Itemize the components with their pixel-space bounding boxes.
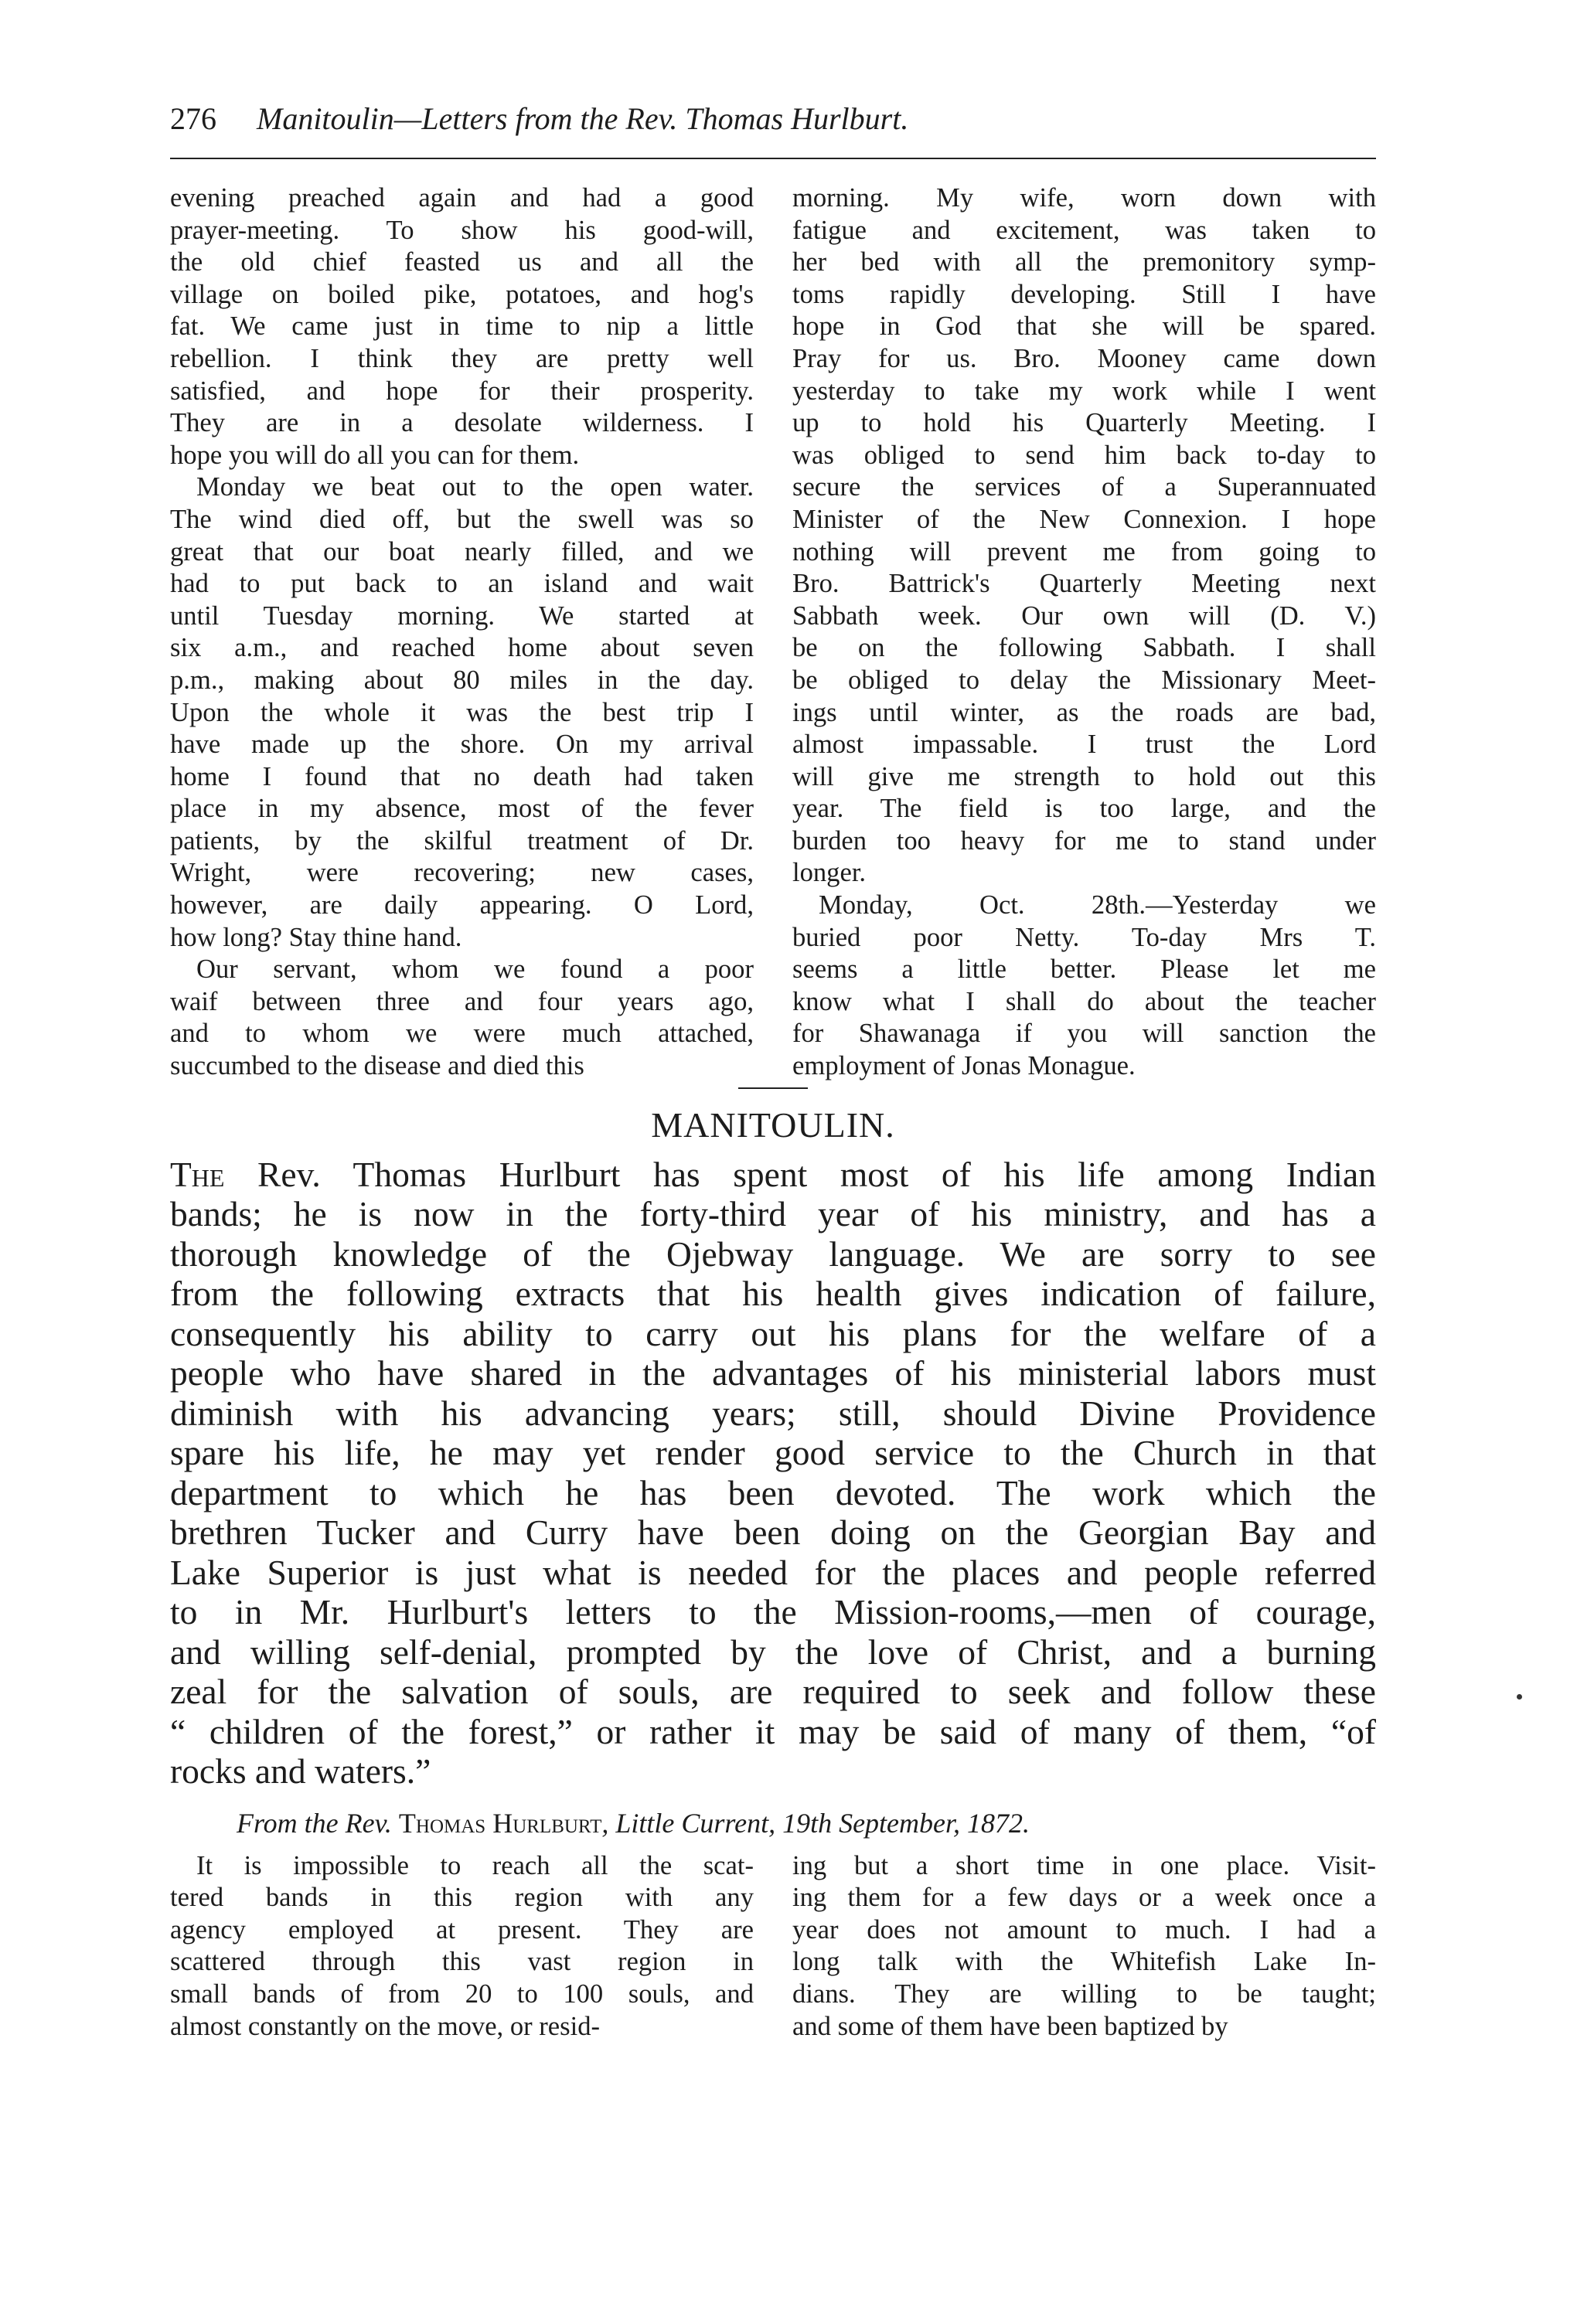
lead-line: brethren Tucker and Curry have been doing on the Georgian Bay and [170,1512,1376,1553]
lead-line: spare his life, he may yet render good service to the Church in that [170,1433,1376,1473]
lead-paragraph [170,1155,1376,1791]
lead-line: bands; he is now in the forty-third year of his ministry, and has a [170,1194,1376,1234]
text-line: year does not amount to much. I had a [792,1914,1376,1945]
lead-line: diminish with his advancing years; still, should Divine Providence [170,1393,1376,1433]
text-line: fatigue and excitement, was taken to [792,215,1376,245]
lead-line: department to which he has been devoted. The work which the [170,1472,1376,1512]
text-line: ings until winter, as the roads are bad, [792,697,1376,727]
text-line: morning. My wife, worn down with [792,183,1376,213]
text-line: six a.m., and reached home about seven [170,633,754,663]
text-line: prayer-meeting. To show his good-will, [170,215,754,245]
bottom-right-column [792,1850,1376,2043]
text-line: be obliged to delay the Missionary Meet- [792,665,1376,695]
text-line: The wind died off, but the swell was so [170,504,754,534]
text-line: secure the services of a Superannuated [792,472,1376,502]
running-head: Manitoulin—Letters from the Rev. Thomas Hurlburt. [257,101,909,136]
text-line: Our servant, whom we found a poor [196,954,754,985]
lead-line [170,1155,1376,1195]
text-line: hope in God that she will be spared. [792,311,1376,342]
lead-line: from the following extracts that his health gives indication of failure, [170,1274,1376,1314]
lead-line: and willing self-denial, prompted by the love of Christ, and a burning [170,1632,1376,1672]
text-line: Wright, were recovering; new cases, [170,858,754,888]
text-line: village on boiled pike, potatoes, and hog's [170,279,754,309]
lead-line: people who have shared in the advantages of his ministerial labors must [170,1353,1376,1393]
bottom-left-column [170,1850,754,2043]
page [170,100,1376,2043]
text-line: employment of Jonas Monague. [792,1051,1136,1081]
lead-line: to in Mr. Hurlburt's letters to the Mission-rooms,—men of courage, [170,1592,1376,1632]
page-number: 276 [170,101,216,136]
top-columns [170,182,1376,1083]
text-line: her bed with all the premonitory symp- [792,247,1376,277]
text-line: It is impossible to reach all the scat- [196,1850,754,1880]
text-line: waif between three and four years ago, [170,986,754,1016]
text-line: p.m., making about 80 miles in the day. [170,665,754,695]
text-line: and to whom we were much attached, [170,1019,754,1049]
text-line: nothing will prevent me from going to [792,536,1376,567]
dateline-prefix: From the Rev. [237,1807,399,1839]
text-line: scattered through this vast region in [170,1947,754,1977]
dateline-name: Thomas Hurlburt [398,1807,602,1839]
text-line: toms rapidly developing. Still I have [792,279,1376,309]
dateline-suffix: , Little Current, 19th September, 1872. [601,1807,1030,1839]
text-line: succumbed to the disease and died this [170,1051,584,1081]
text-line: yesterday to take my work while I went [792,376,1376,406]
lead-line: “ children of the forest,” or rather it may be said of many of them, “of [170,1711,1376,1751]
text-line: Upon the whole it was the best trip I [170,697,754,727]
letter-dateline [170,1807,1376,1839]
text-line: had to put back to an island and wait [170,569,754,599]
text-line: be on the following Sabbath. I shall [792,633,1376,663]
text-line: burden too heavy for me to stand under [792,825,1376,856]
bottom-columns [170,1850,1376,2043]
text-line: Monday we beat out to the open water. [196,472,754,502]
text-line: almost constantly on the move, or resid- [170,2011,601,2041]
lead-line: Lake Superior is just what is needed for the places and people referred [170,1552,1376,1592]
text-line: small bands of from 20 to 100 souls, and [170,1979,754,2009]
text-line: know what I shall do about the teacher [792,986,1376,1016]
text-line: the old chief feasted us and all the [170,247,754,277]
text-line: tered bands in this region with any [170,1883,754,1913]
text-line: Pray for us. Bro. Mooney came down [792,343,1376,373]
text-line: ing but a short time in one place. Visit- [792,1850,1376,1880]
text-line: dians. They are willing to be taught; [792,1979,1376,2009]
text-line: until Tuesday morning. We started at [170,601,754,631]
text-line: patients, by the skilful treatment of Dr. [170,825,754,856]
text-line: longer. [792,858,867,888]
lead-first-line-text: Rev. Thomas Hurlburt has spent most of his life among Indian [224,1154,1376,1194]
text-line: satisfied, and hope for their prosperity. [170,376,754,406]
section-title: MANITOULIN. [651,1104,895,1145]
section-divider [738,1087,808,1089]
text-line: have made up the shore. On my arrival [170,730,754,760]
text-line: however, are daily appearing. O Lord, [170,890,754,920]
lead-line: rocks and waters.” [170,1751,431,1791]
text-line: and some of them have been baptized by [792,2011,1228,2041]
text-line: hope you will do all you can for them. [170,440,580,470]
text-line: for Shawanaga if you will sanction the [792,1019,1376,1049]
text-line: ing them for a few days or a week once a [792,1883,1376,1913]
lead-first-word: The [170,1154,225,1194]
lead-line: consequently his ability to carry out his plans for the welfare of a [170,1313,1376,1353]
top-left-column [170,182,754,1083]
text-line: long talk with the Whitefish Lake In- [792,1947,1376,1977]
text-line: Bro. Battrick's Quarterly Meeting next [792,569,1376,599]
text-line: evening preached again and had a good [170,183,754,213]
page-header [170,100,1376,155]
text-line: buried poor Netty. To-day Mrs T. [792,922,1376,952]
header-rule [170,158,1376,159]
text-line: year. The field is too large, and the [792,794,1376,824]
text-line: seems a little better. Please let me [792,954,1376,985]
text-line: home I found that no death had taken [170,761,754,791]
top-right-column [792,182,1376,1083]
text-line: up to hold his Quarterly Meeting. I [792,408,1376,438]
text-line: great that our boat nearly filled, and we [170,536,754,567]
text-line: They are in a desolate wilderness. I [170,408,754,438]
text-line: almost impassable. I trust the Lord [792,730,1376,760]
text-line: was obliged to send him back to-day to [792,440,1376,470]
lead-line: zeal for the salvation of souls, are required to seek and follow these [170,1672,1376,1712]
lead-line: thorough knowledge of the Ojebway language. We are sorry to see [170,1233,1376,1274]
text-line: Sabbath week. Our own will (D. V.) [792,601,1376,631]
text-line: rebellion. I think they are pretty well [170,343,754,373]
text-line: how long? Stay thine hand. [170,922,462,952]
margin-speck [1517,1694,1522,1700]
text-line: will give me strength to hold out this [792,761,1376,791]
text-line: fat. We came just in time to nip a little [170,311,754,342]
text-line: Monday, Oct. 28th.—Yesterday we [819,890,1376,920]
text-line: Minister of the New Connexion. I hope [792,504,1376,534]
text-line: agency employed at present. They are [170,1914,754,1945]
text-line: place in my absence, most of the fever [170,794,754,824]
